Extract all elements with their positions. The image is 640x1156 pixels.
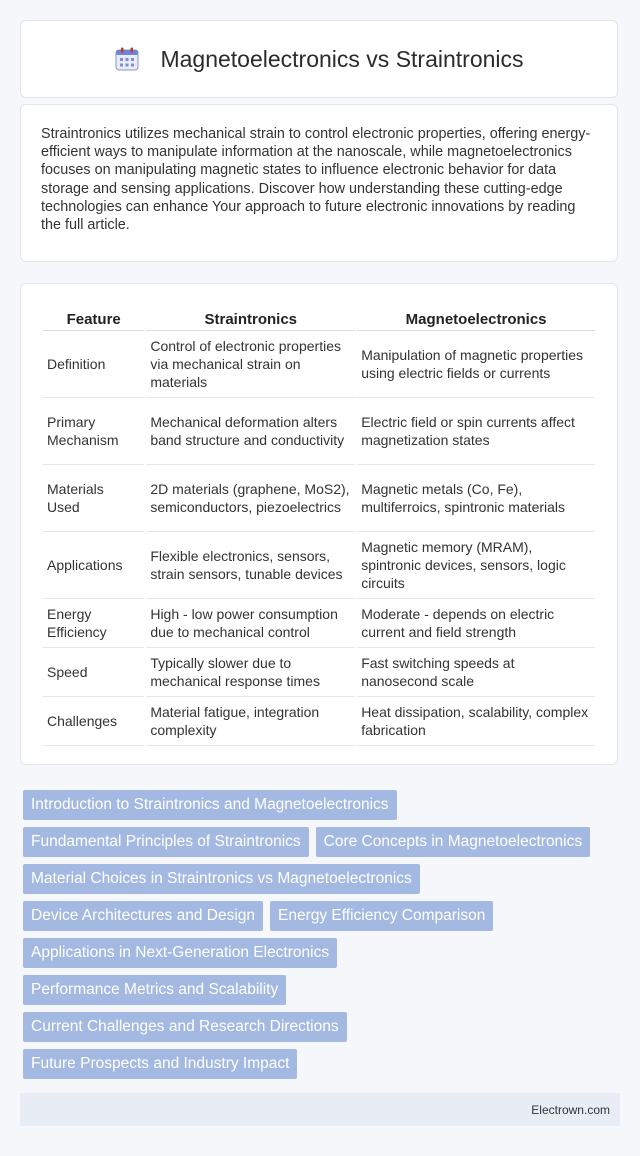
page-title: Magnetoelectronics vs Straintronics bbox=[160, 45, 524, 72]
row-magnetoelectronics: Fast switching speeds at nanosecond scale bbox=[357, 648, 595, 697]
row-straintronics: Flexible electronics, sensors, strain sensors, tunable devices bbox=[146, 532, 355, 599]
table-row bbox=[43, 398, 595, 465]
title-card bbox=[20, 20, 618, 98]
table-row bbox=[43, 532, 595, 599]
calendar-icon bbox=[114, 46, 140, 72]
row-straintronics: High - low power consumption due to mechanical control bbox=[146, 599, 355, 648]
topic-link[interactable]: Material Choices in Straintronics vs Magnetoelectronics bbox=[23, 864, 420, 894]
topic-links bbox=[23, 790, 623, 1086]
row-magnetoelectronics: Manipulation of magnetic properties using electric fields or currents bbox=[357, 331, 595, 398]
row-straintronics: Typically slower due to mechanical response times bbox=[146, 648, 355, 697]
row-magnetoelectronics: Magnetic memory (MRAM), spintronic devices, sensors, logic circuits bbox=[357, 532, 595, 599]
row-magnetoelectronics: Magnetic metals (Co, Fe), multiferroics, spintronic materials bbox=[357, 465, 595, 532]
header-straintronics: Straintronics bbox=[146, 304, 355, 331]
row-feature: Energy Efficiency bbox=[43, 599, 144, 648]
topic-link[interactable]: Fundamental Principles of Straintronics bbox=[23, 827, 309, 857]
table-row bbox=[43, 648, 595, 697]
footer bbox=[20, 1093, 620, 1126]
row-feature: Definition bbox=[43, 331, 144, 398]
comparison-table bbox=[41, 304, 597, 746]
row-feature: Speed bbox=[43, 648, 144, 697]
intro-text: Straintronics utilizes mechanical strain to control electronic properties, offering energy-efficient ways to manipulate information at the nanoscale, while magnetoelectronics focuses on manipulating magnetic states to influence electronic behavior for data storage and sensing applications. Discover how understanding these cutting-edge technologies can enhance Your approach to future electronic innovations by reading the full article. bbox=[41, 126, 591, 234]
header-magnetoelectronics: Magnetoelectronics bbox=[357, 304, 595, 331]
intro-card bbox=[20, 104, 618, 262]
topic-link[interactable]: Future Prospects and Industry Impact bbox=[23, 1049, 297, 1079]
topic-link[interactable]: Device Architectures and Design bbox=[23, 901, 263, 931]
row-straintronics: Control of electronic properties via mechanical strain on materials bbox=[146, 331, 355, 398]
topic-link[interactable]: Applications in Next-Generation Electronics bbox=[23, 938, 337, 968]
topic-link[interactable]: Core Concepts in Magnetoelectronics bbox=[316, 827, 590, 857]
topic-link[interactable]: Current Challenges and Research Directions bbox=[23, 1012, 347, 1042]
row-feature: Challenges bbox=[43, 697, 144, 746]
topic-link[interactable]: Energy Efficiency Comparison bbox=[270, 901, 493, 931]
row-magnetoelectronics: Heat dissipation, scalability, complex fabrication bbox=[357, 697, 595, 746]
row-feature: Applications bbox=[43, 532, 144, 599]
row-straintronics: 2D materials (graphene, MoS2), semiconductors, piezoelectrics bbox=[146, 465, 355, 532]
row-straintronics: Material fatigue, integration complexity bbox=[146, 697, 355, 746]
row-magnetoelectronics: Electric field or spin currents affect magnetization states bbox=[357, 398, 595, 465]
row-magnetoelectronics: Moderate - depends on electric current and field strength bbox=[357, 599, 595, 648]
table-row bbox=[43, 599, 595, 648]
table-row bbox=[43, 465, 595, 532]
comparison-table-card bbox=[20, 283, 618, 765]
header-feature: Feature bbox=[43, 304, 144, 331]
topic-link[interactable]: Introduction to Straintronics and Magnetoelectronics bbox=[23, 790, 397, 820]
row-feature: Materials Used bbox=[43, 465, 144, 532]
row-straintronics: Mechanical deformation alters band structure and conductivity bbox=[146, 398, 355, 465]
row-feature: Primary Mechanism bbox=[43, 398, 144, 465]
table-header-row bbox=[43, 304, 595, 331]
table-row bbox=[43, 697, 595, 746]
topic-link[interactable]: Performance Metrics and Scalability bbox=[23, 975, 286, 1005]
table-row bbox=[43, 331, 595, 398]
footer-site[interactable]: Electrown.com bbox=[531, 1102, 610, 1117]
